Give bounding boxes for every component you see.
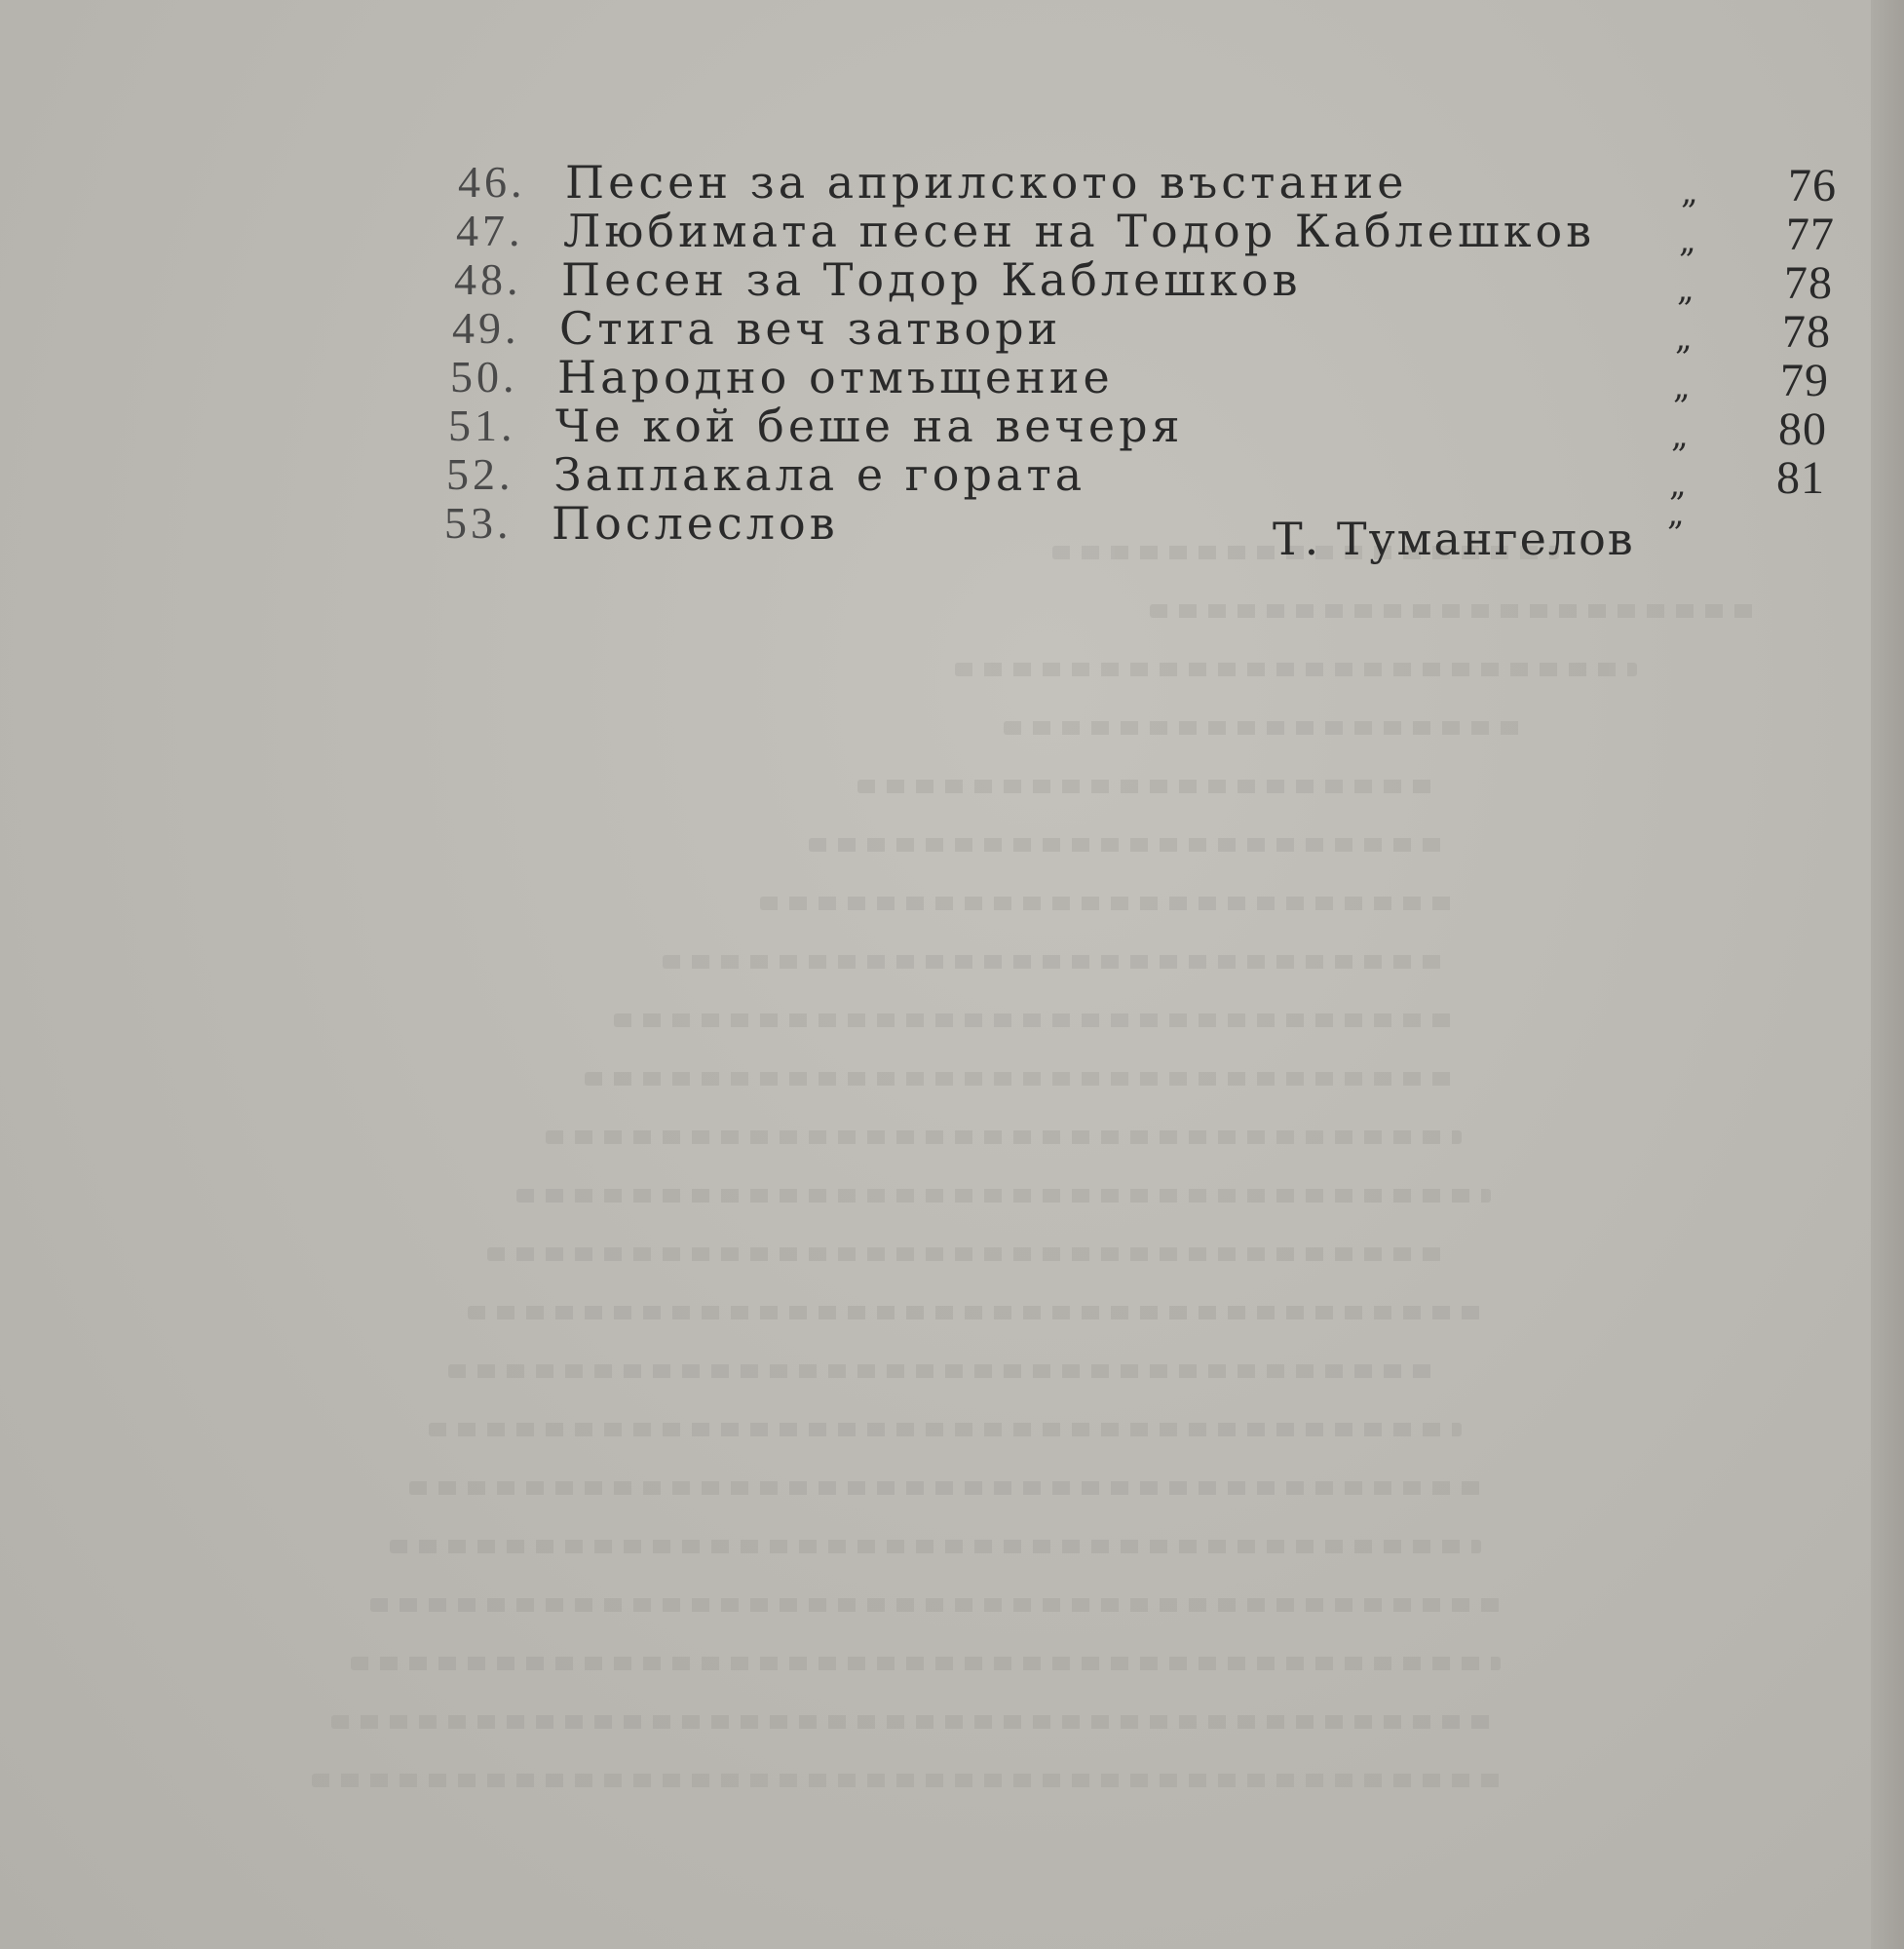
toc-entry-ditto-mark: „ [1671, 416, 1693, 455]
toc-entry-number: 51. [448, 401, 516, 450]
toc-entry-number: 52. [446, 449, 514, 499]
toc-entry-title: Че кой беше на вечеря [555, 400, 1184, 452]
toc-entry-ditto-mark: „ [1681, 172, 1702, 211]
toc-entry [456, 205, 1835, 260]
toc-entry [448, 400, 1827, 455]
toc-entry-ditto-mark: „ [1667, 494, 1689, 533]
page-edge-shadow [1871, 0, 1904, 1949]
toc-entry-title: Песен за априлското въстание [565, 156, 1408, 209]
toc-entry-number: 48. [454, 254, 522, 304]
toc-entry-number: 50. [450, 352, 518, 401]
toc-entry-number: 49. [452, 303, 520, 353]
toc-entry-title: Любимата песен на Тодор Каблешков [563, 205, 1596, 257]
toc-entry-ditto-mark: „ [1675, 319, 1696, 358]
toc-entry-ditto-mark: „ [1679, 221, 1700, 260]
toc-entry [444, 494, 1809, 565]
toc-entry-page-number: 79 [1780, 355, 1829, 406]
toc-entry [450, 351, 1829, 406]
toc-entry-title: Заплакала е гората [553, 448, 1086, 501]
toc-entry-author: Т. Тумангелов [1273, 513, 1635, 565]
toc-entry [452, 302, 1831, 358]
toc-entry [446, 448, 1825, 504]
toc-entry-number: 46. [458, 157, 526, 207]
toc-entry-page-number: 81 [1776, 452, 1825, 504]
toc-entry-page-number: 78 [1782, 306, 1831, 358]
toc-entry-number: 47. [456, 206, 524, 255]
toc-entry-title: Народно отмъщение [557, 351, 1114, 403]
toc-entry-ditto-mark: „ [1673, 367, 1695, 406]
toc-entry [458, 156, 1837, 211]
toc-entry-page-number: 76 [1788, 160, 1837, 211]
show-through-text [175, 546, 1783, 1910]
toc-entry-ditto-mark: „ [1669, 465, 1691, 504]
toc-entry-title: Послеслов [552, 497, 839, 550]
toc-entry-page-number: 78 [1784, 257, 1833, 309]
toc-entry-title: Песен за Тодор Каблешков [561, 253, 1302, 306]
toc-entry-ditto-mark: „ [1677, 270, 1698, 309]
toc-entry [454, 253, 1833, 309]
toc-entry-title: Стига веч затвори [559, 302, 1062, 355]
toc-entry-page-number: 80 [1778, 403, 1827, 455]
toc-entry-page-number: 77 [1786, 209, 1835, 260]
toc-entry-number: 53. [444, 498, 513, 548]
